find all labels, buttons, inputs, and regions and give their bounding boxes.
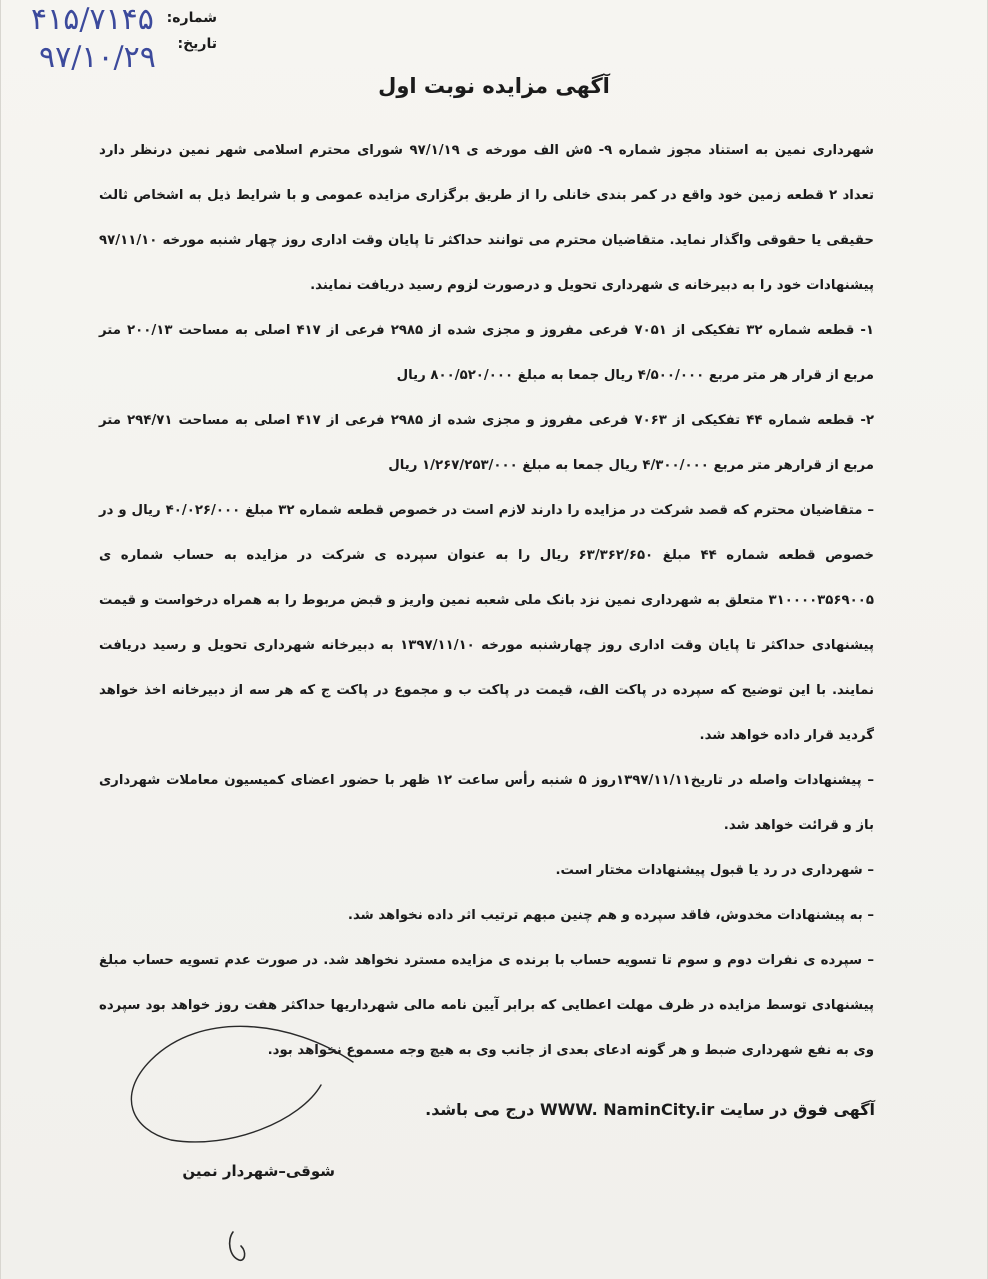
intro-paragraph: شهرداری نمین به استناد مجوز شماره ۹- ۵ش الف مورخه ی ۹۷/۱/۱۹ شورای محترم اسلامی شهر نمین درنظر دارد تعداد ۲ قطعه زمین خود واقع در کمر بندی خانلی را از طریق برگزاری مزایده عمومی و با شرایط ذیل به اشخاص ثالث حقیقی یا حقوقی واگذار نماید. متقاضیان محترم می توانند حداکثر تا پایان وقت اداری روز چهار شنبه مورخه ۹۷/۱۱/۱۰ پیشنهادات خود را به دبیرخانه ی شهرداری تحویل و درصورت لزوم رسید دریافت نمایند. — [99, 143, 874, 293]
invalid-bids-paragraph: – به پیشنهادات مخدوش، فاقد سپرده و هم چنین مبهم ترتیب اثر داده نخواهد شد. — [347, 908, 874, 923]
lot-32-paragraph: ۱- قطعه شماره ۳۲ تفکیکی از ۷۰۵۱ فرعی مفروز و مجزی شده از ۲۹۸۵ فرعی از ۴۱۷ اصلی به مساحت ۲۰۰/۱۳ متر مربع از قرار هر متر مربع ۴/۵۰۰/۰۰۰ ریال جمعا به مبلغ ۸۰۰/۵۲۰/۰۰۰ ریال — [99, 323, 875, 383]
refund-paragraph: – سپرده ی نفرات دوم و سوم تا تسویه حساب با برنده ی مزایده مسترد نخواهد شد. در صورت عدم تسویه حساب مبلغ پیشنهادی توسط مزایده در ظرف مهلت اعطایی که برابر آیین نامه مالی شهرداریها حداکثر هفت روز خواهد بود سپرده وی به نفع شهرداری ضبط و هر گونه ادعای بعدی از جانب وی به هیچ وجه مسموع نخواهد بود. — [99, 953, 874, 1058]
website-line: آگهی فوق در سایت WWW. NaminCity.ir درج می باشد. — [425, 1100, 875, 1119]
number-label: شماره: — [166, 10, 217, 26]
discretion-paragraph: – شهرداری در رد یا قبول پیشنهادات مختار است. — [555, 863, 874, 878]
handwritten-number: ۴۱۵/۷۱۴۵ — [31, 2, 154, 37]
deposit-paragraph: – متقاضیان محترم که قصد شرکت در مزایده را دارند لازم است در خصوص قطعه شماره ۳۲ مبلغ ۴۰/۰۲۶/۰۰۰ ریال و در خصوص قطعه شماره ۴۴ مبلغ ۶۳/۳۶۲/۶۵۰ ریال را به عنوان سپرده ی شرکت در مزایده به حساب شماره ی ۳۱۰۰۰۰۳۵۶۹۰۰۵ متعلق به شهرداری نمین نزد بانک ملی شعبه نمین واریز و قبض مربوط را به همراه درخواست و قیمت پیشنهادی حداکثر تا پایان وقت اداری روز چهارشنبه مورخه ۱۳۹۷/۱۱/۱۰ به دبیرخانه شهرداری تحویل و رسید دریافت نمایند. با این توضیح که سپرده در پاکت الف، قیمت در پاکت ب و مجموع در پاکت ج که هر سه از دبیرخانه اخذ خواهد گردید قرار داده خواهد شد. — [99, 503, 875, 743]
page-title: آگهی مزایده نوبت اول — [378, 74, 610, 98]
date-label: تاریخ: — [177, 36, 217, 52]
signature-name: شوقی–شهردار نمین — [182, 1162, 335, 1180]
notice-body — [99, 128, 874, 1073]
lot-44-paragraph: ۲- قطعه شماره ۴۴ تفکیکی از ۷۰۶۳ فرعی مفروز و مجزی شده از ۲۹۸۵ فرعی از ۴۱۷ اصلی به مساحت ۲۹۴/۷۱ متر مربع از قرارهر متر مربع ۴/۳۰۰/۰۰۰ ریال جمعا به مبلغ ۱/۲۶۷/۲۵۳/۰۰۰ ریال — [99, 413, 875, 473]
opening-paragraph: – پیشنهادات واصله در تاریخ۱۳۹۷/۱۱/۱۱روز ۵ شنبه رأس ساعت ۱۲ ظهر با حضور اعضای کمیسیون معاملات شهرداری باز و قرائت خواهد شد. — [99, 773, 874, 833]
handwritten-date: ۹۷/۱۰/۲۹ — [39, 40, 156, 75]
